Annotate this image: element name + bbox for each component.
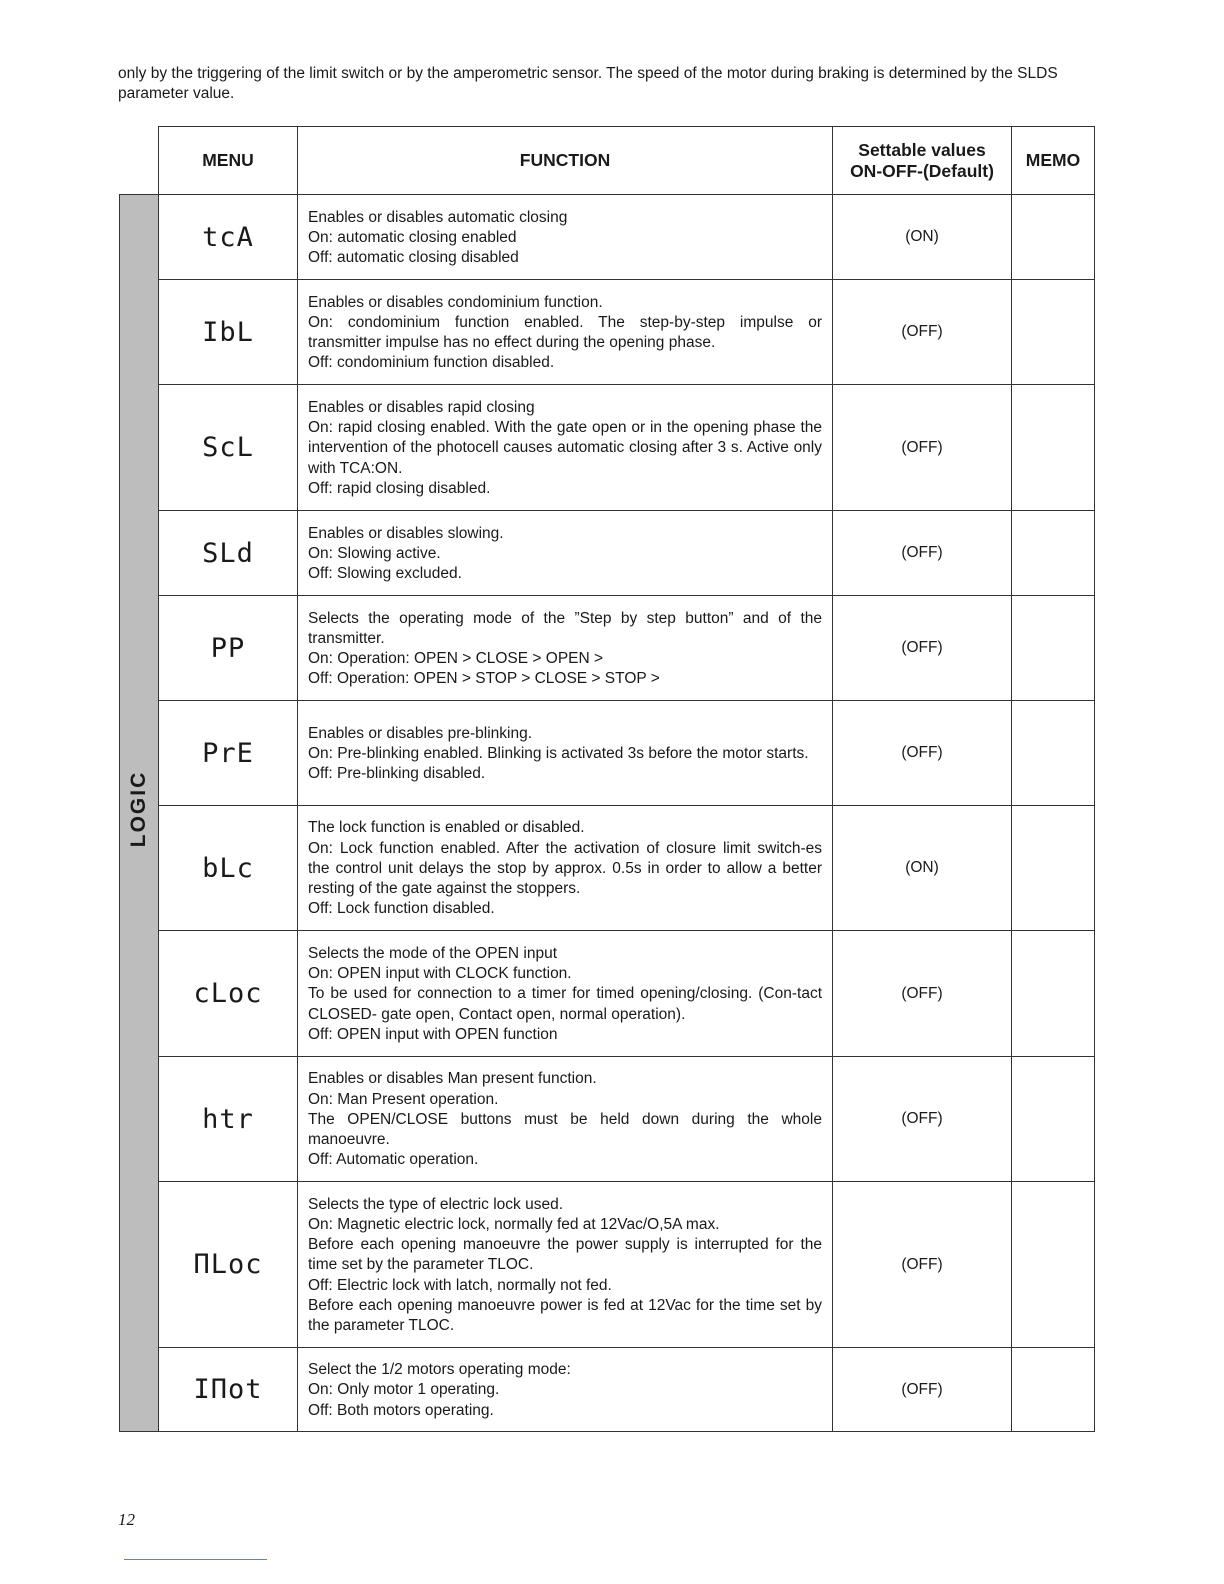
function-line: To be used for connection to a timer for timed opening/closing. (Con-tact CLOSED- gate open, Contact open, normal operation).	[308, 985, 822, 1023]
memo-cell	[1012, 701, 1095, 806]
function-line: On: Man Present operation.	[308, 1090, 499, 1108]
logic-menu-table	[119, 126, 1095, 1432]
function-description	[298, 1057, 833, 1182]
function-line: Enables or disables rapid closing	[308, 398, 535, 416]
header-row	[120, 127, 1095, 195]
function-line: On: Slowing active.	[308, 544, 441, 562]
function-line: On: Pre-blinking enabled. Blinking is activated 3s before the motor starts.	[308, 744, 809, 762]
function-line: Enables or disables pre-blinking.	[308, 724, 533, 742]
function-line: Enables or disables condominium function.	[308, 293, 603, 311]
default-value: (OFF)	[833, 511, 1012, 596]
menu-code: ScL	[159, 385, 298, 511]
function-line: Off: OPEN input with OPEN function	[308, 1025, 558, 1043]
function-description	[298, 1348, 833, 1432]
header-settable-line2: ON-OFF-(Default)	[850, 160, 994, 181]
function-description	[298, 195, 833, 280]
function-line: Off: Electric lock with latch, normally not fed.	[308, 1276, 612, 1294]
function-description	[298, 280, 833, 385]
header-function: FUNCTION	[298, 127, 833, 195]
memo-cell	[1012, 806, 1095, 931]
function-line: Enables or disables slowing.	[308, 524, 504, 542]
table-row	[120, 280, 1095, 385]
function-line: Off: Operation: OPEN > STOP > CLOSE > STOP >	[308, 670, 660, 688]
function-line: On: Only motor 1 operating.	[308, 1381, 500, 1399]
default-value: (OFF)	[833, 596, 1012, 701]
default-value: (OFF)	[833, 931, 1012, 1057]
function-line: Off: Slowing excluded.	[308, 565, 462, 583]
menu-code: tcA	[159, 195, 298, 280]
header-settable-values	[833, 127, 1012, 195]
table-row	[120, 195, 1095, 280]
function-line: On: OPEN input with CLOCK function.	[308, 965, 572, 983]
header-memo: MEMO	[1012, 127, 1095, 195]
function-line: On: rapid closing enabled. With the gate open or in the opening phase the intervention of the photocell causes automatic closing after 3 s. Active only with TCA:ON.	[308, 419, 822, 477]
logic-side-band	[120, 195, 159, 1432]
function-line: On: Operation: OPEN > CLOSE > OPEN >	[308, 650, 604, 667]
default-value: (OFF)	[833, 1348, 1012, 1432]
memo-cell	[1012, 195, 1095, 280]
function-description	[298, 931, 833, 1057]
table-row	[120, 1348, 1095, 1432]
menu-code: PP	[159, 596, 298, 701]
function-line: On: Lock function enabled. After the activation of closure limit switch-es the control unit delays the stop by approx. 0.5s in order to allow a better resting of the gate against the stoppers.	[308, 839, 822, 898]
memo-cell	[1012, 596, 1095, 701]
memo-cell	[1012, 1182, 1095, 1348]
table-row	[120, 806, 1095, 931]
table-row	[120, 931, 1095, 1057]
default-value: (OFF)	[833, 1057, 1012, 1182]
function-line: The OPEN/CLOSE buttons must be held down during the whole manoeuvre.	[308, 1110, 822, 1149]
menu-code: htr	[159, 1057, 298, 1182]
function-line: On: automatic closing enabled	[308, 228, 517, 246]
function-description	[298, 1182, 833, 1348]
function-line: Off: Both motors operating.	[308, 1401, 494, 1419]
function-line: Enables or disables automatic closing	[308, 208, 568, 226]
function-line: Off: automatic closing disabled	[308, 249, 519, 267]
function-line: Off: Automatic operation.	[308, 1151, 479, 1169]
function-line: Select the 1/2 motors operating mode:	[308, 1361, 571, 1379]
page-number: 12	[118, 1510, 135, 1529]
function-description	[298, 701, 833, 806]
function-line: Selects the mode of the OPEN input	[308, 944, 557, 962]
function-line: Off: rapid closing disabled.	[308, 479, 491, 497]
default-value: (ON)	[833, 806, 1012, 931]
menu-code: IΠot	[159, 1348, 298, 1432]
memo-cell	[1012, 931, 1095, 1057]
memo-cell	[1012, 1057, 1095, 1182]
menu-code: IbL	[159, 280, 298, 385]
header-menu: MENU	[159, 127, 298, 195]
table-row	[120, 1182, 1095, 1348]
default-value: (ON)	[833, 195, 1012, 280]
function-description	[298, 596, 833, 701]
default-value: (OFF)	[833, 385, 1012, 511]
function-line: Off: condominium function disabled.	[308, 354, 555, 372]
memo-cell	[1012, 511, 1095, 596]
table-row	[120, 1057, 1095, 1182]
menu-code: PrE	[159, 701, 298, 806]
default-value: (OFF)	[833, 1182, 1012, 1348]
memo-cell	[1012, 385, 1095, 511]
function-description	[298, 511, 833, 596]
menu-code: SLd	[159, 511, 298, 596]
footer-rule	[124, 1559, 267, 1560]
intro-paragraph: only by the triggering of the limit switch or by the amperometric sensor. The speed of the motor during braking is determined by the SLDS parameter value.	[118, 65, 1058, 102]
function-line: Off: Lock function disabled.	[308, 900, 495, 918]
default-value: (OFF)	[833, 280, 1012, 385]
function-line: On: Magnetic electric lock, normally fed at 12Vac/O,5A max.	[308, 1215, 720, 1233]
function-line: Enables or disables Man present function.	[308, 1070, 597, 1088]
header-settable-line1: Settable values	[858, 139, 986, 160]
function-line: On: condominium function enabled. The step-by-step impulse or transmitter impulse has no effect during the opening phase.	[308, 313, 822, 351]
table-row	[120, 511, 1095, 596]
function-description	[298, 385, 833, 511]
function-description	[298, 806, 833, 931]
menu-code: ΠLoc	[159, 1182, 298, 1348]
default-value: (OFF)	[833, 701, 1012, 806]
memo-cell	[1012, 280, 1095, 385]
function-line: Selects the type of electric lock used.	[308, 1195, 564, 1213]
header-corner	[120, 127, 159, 195]
menu-code: bLc	[159, 806, 298, 931]
table-row	[120, 701, 1095, 806]
table-row	[120, 596, 1095, 701]
menu-code: cLoc	[159, 931, 298, 1057]
memo-cell	[1012, 1348, 1095, 1432]
function-line: Selects the operating mode of the ”Step by step button” and of the transmitter.	[308, 609, 822, 647]
function-line: Before each opening manoeuvre the power supply is interrupted for the time set by the parameter TLOC.	[308, 1236, 822, 1274]
function-line: The lock function is enabled or disabled.	[308, 819, 585, 837]
table-row	[120, 385, 1095, 511]
function-line: Off: Pre-blinking disabled.	[308, 765, 486, 783]
logic-side-label: LOGIC	[127, 770, 150, 848]
function-line: Before each opening manoeuvre power is fed at 12Vac for the time set by the parameter TLOC.	[308, 1296, 822, 1334]
